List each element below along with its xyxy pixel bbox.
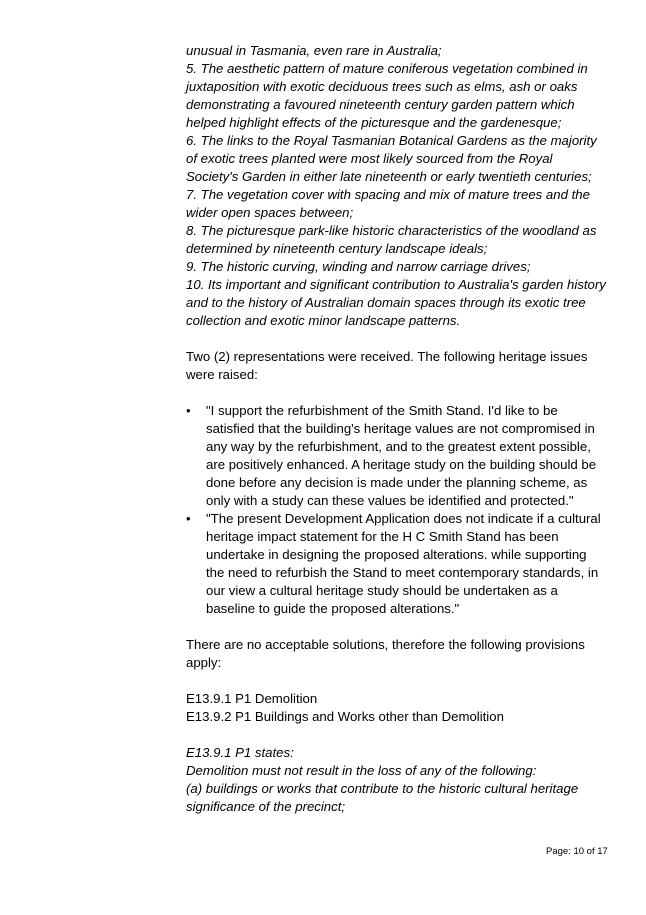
representations-list [186, 402, 606, 618]
spacer [186, 672, 606, 690]
bullet-icon: • [186, 403, 191, 418]
provisions-intro: There are no acceptable solutions, therefore the following provisions apply: [186, 637, 585, 670]
provisions-list [186, 690, 606, 726]
values-list-item: 6. The links to the Royal Tasmanian Botanical Gardens as the majority of exotic trees planted were most likely sourced from the Royal Society's Garden in either late nineteenth or early twentieth centuries; [186, 133, 597, 184]
clause-text: Demolition must not result in the loss of any of the following: [186, 763, 537, 778]
representation-item [186, 402, 606, 510]
spacer [186, 726, 606, 744]
representation-text: "I support the refurbishment of the Smith Stand. I'd like to be satisfied that the building's heritage values are not compromised in any way by the refurbishment, and to the greatest extent possible, are positively enhanced. A heritage study on the building should be done before any decision is made under the planning scheme, as only with a study can these values be identified and protected." [206, 403, 597, 508]
values-list-item: 10. Its important and significant contribution to Australia's garden history and to the history of Australian domain spaces through its exotic tree collection and exotic minor landscape patterns. [186, 277, 606, 328]
representation-text: "The present Development Application does not indicate if a cultural heritage impact statement for the H C Smith Stand has been undertake in designing the proposed alterations. while supporting the need to refurbish the Stand to meet contemporary standards, in our view a cultural heritage study should be undertaken as a baseline to guide the proposed alterations." [206, 511, 601, 616]
heritage-values-list [186, 42, 606, 330]
values-list-item: 7. The vegetation cover with spacing and mix of mature trees and the wider open spaces between; [186, 187, 590, 220]
spacer [186, 384, 606, 402]
clause-block [186, 744, 606, 816]
representations-intro: Two (2) representations were received. The following heritage issues were raised: [186, 349, 588, 382]
document-page [186, 42, 606, 816]
values-list-item: 9. The historic curving, winding and narrow carriage drives; [186, 259, 531, 274]
clause-heading: E13.9.1 P1 states: [186, 745, 294, 760]
spacer [186, 618, 606, 636]
values-list-item: 8. The picturesque park-like historic characteristics of the woodland as determined by nineteenth century landscape ideals; [186, 223, 597, 256]
spacer [186, 330, 606, 348]
representation-item [186, 510, 606, 618]
bullet-icon: • [186, 511, 191, 526]
clause-text: (a) buildings or works that contribute to the historic cultural heritage significance of the precinct; [186, 781, 579, 814]
provision-item: E13.9.1 P1 Demolition [186, 691, 318, 706]
page-number: Page: 10 of 17 [546, 846, 608, 857]
values-list-item: unusual in Tasmania, even rare in Australia; [186, 43, 442, 58]
values-list-item: 5. The aesthetic pattern of mature coniferous vegetation combined in juxtaposition with exotic deciduous trees such as elms, ash or oaks demonstrating a favoured nineteenth century garden pattern which helped highlight effects of the picturesque and the gardenesque; [186, 61, 588, 130]
provision-item: E13.9.2 P1 Buildings and Works other than Demolition [186, 709, 504, 724]
